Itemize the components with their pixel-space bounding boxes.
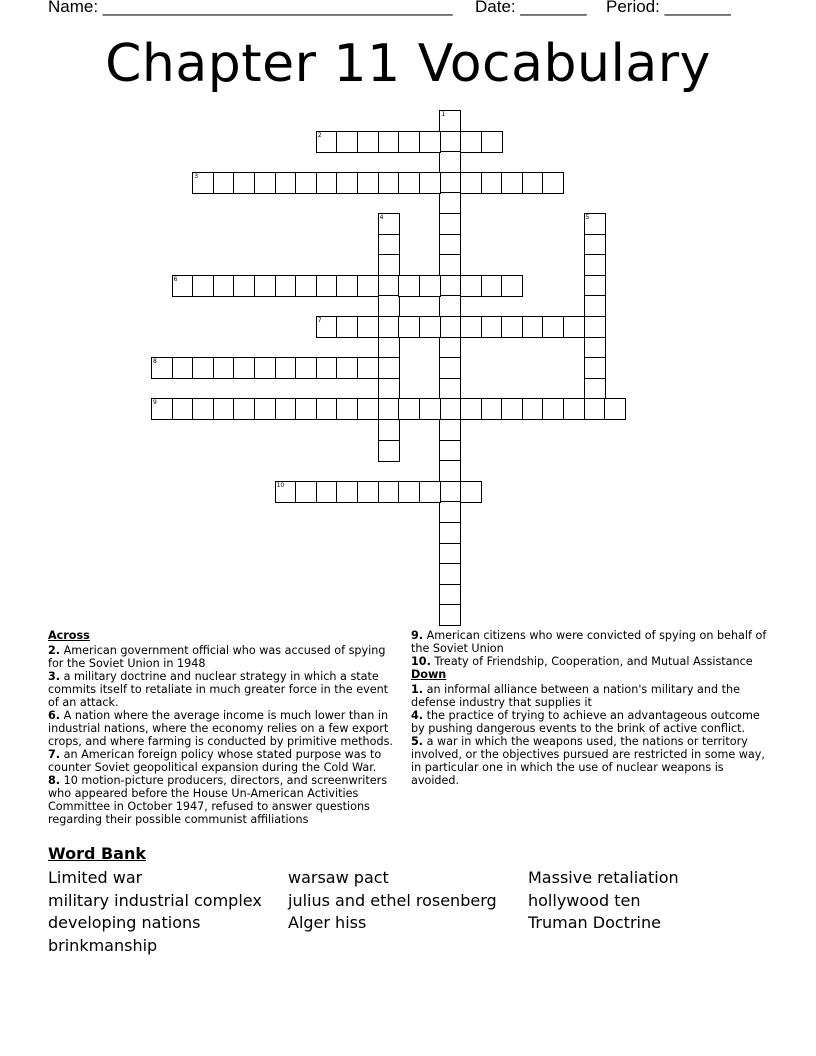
crossword-cell[interactable] [233,275,255,297]
crossword-cell[interactable] [439,543,461,565]
crossword-cell[interactable] [378,378,400,400]
crossword-cell[interactable] [295,275,317,297]
crossword-cell[interactable] [439,131,461,153]
clues-column-left [48,629,398,826]
word-bank-item: hollywood ten [528,890,641,910]
crossword-cell[interactable] [254,172,276,194]
crossword-cell[interactable] [295,398,317,420]
crossword-cell[interactable] [357,357,379,379]
crossword-cell[interactable] [460,131,482,153]
crossword-cell[interactable] [439,440,461,462]
crossword-cell[interactable] [192,398,214,420]
crossword-cell[interactable] [501,275,523,297]
crossword-cell[interactable] [439,254,461,276]
crossword-cell[interactable] [378,275,400,297]
crossword-cell[interactable] [254,398,276,420]
clue-number-label: 4 [379,214,384,221]
crossword-cell[interactable] [213,172,235,194]
clue-text: a war in which the weapons used, the nations or territory involved, or the objectives pursued are restricted in some way, in particular one in which the use of nuclear weapons is avoided. [411,735,765,787]
crossword-cell[interactable] [419,172,441,194]
clue-text: the practice of trying to achieve an advantageous outcome by pushing dangerous events to the brink of active conflict. [411,709,760,735]
clue-number: 4. [411,709,424,722]
crossword-cell[interactable] [439,316,461,338]
crossword-cell[interactable] [378,357,400,379]
across-heading: Across [48,629,90,642]
crossword-cell[interactable] [172,357,194,379]
crossword-cell[interactable] [439,275,461,297]
clue-across-10 [411,655,767,668]
crossword-cell[interactable] [439,501,461,523]
crossword-cell[interactable] [213,398,235,420]
crossword-cell[interactable] [439,213,461,235]
crossword-cell[interactable] [233,172,255,194]
crossword-cell[interactable] [460,172,482,194]
clue-number-label: 7 [317,317,322,324]
crossword-cell[interactable] [439,460,461,482]
crossword-cell[interactable] [192,275,214,297]
word-bank-column-2 [288,867,497,935]
crossword-cell[interactable] [439,295,461,317]
clue-text: American citizens who were convicted of spying on behalf of the Soviet Union [411,629,767,655]
crossword-cell[interactable] [563,398,585,420]
crossword-cell[interactable] [584,295,606,317]
crossword-cell[interactable] [213,357,235,379]
crossword-cell[interactable] [378,234,400,256]
clue-number-label: 5 [585,214,590,221]
crossword-cell[interactable] [357,398,379,420]
crossword-cell[interactable] [542,398,564,420]
clue-down-1 [411,683,767,709]
crossword-cell[interactable] [357,481,379,503]
crossword-cell[interactable] [439,172,461,194]
crossword-cell[interactable] [584,316,606,338]
date-field-label[interactable]: Date: _______ [475,0,587,16]
crossword-cell[interactable] [439,337,461,359]
crossword-cell[interactable] [522,172,544,194]
period-field-label[interactable]: Period: _______ [606,0,731,16]
clue-across-9 [411,629,767,655]
crossword-cell[interactable] [254,357,276,379]
crossword-cell[interactable] [357,131,379,153]
crossword-cell[interactable] [584,357,606,379]
crossword-cell[interactable] [563,316,585,338]
crossword-cell[interactable] [439,481,461,503]
name-field-label[interactable]: Name: _____________________________________ [48,0,453,16]
crossword-cell[interactable] [542,172,564,194]
crossword-cell[interactable] [336,131,358,153]
crossword-cell[interactable] [378,172,400,194]
clue-text: A nation where the average income is much lower than in industrial nations, where the economy relies on a few export crops, and where farming is conducted by primitive methods. [48,709,393,748]
word-bank-column-1 [48,867,262,958]
crossword-cell[interactable] [336,357,358,379]
crossword-cell[interactable] [439,419,461,441]
crossword-cell[interactable] [584,275,606,297]
clues-column-right [411,629,767,787]
clue-number: 10. [411,655,431,668]
crossword-cell[interactable] [233,357,255,379]
crossword-cell[interactable] [439,234,461,256]
crossword-cell[interactable] [501,172,523,194]
crossword-cell[interactable] [357,172,379,194]
crossword-cell[interactable] [398,481,420,503]
crossword-cell[interactable] [398,275,420,297]
clue-number-label: 6 [173,275,178,283]
clue-number-label: 9 [153,399,157,407]
word-bank-column-3 [528,867,679,935]
crossword-cell[interactable] [316,398,338,420]
crossword-cell[interactable] [378,254,400,276]
crossword-cell[interactable] [336,398,358,420]
clue-number: 7. [48,748,61,761]
crossword-cell[interactable] [316,275,338,297]
clue-across-2 [48,644,398,670]
crossword-cell[interactable] [398,172,420,194]
crossword-cell[interactable] [357,316,379,338]
crossword-cell[interactable] [542,316,564,338]
crossword-cell[interactable] [439,357,461,379]
down-heading: Down [411,668,447,681]
clue-text: American government official who was accused of spying for the Soviet Union in 1948 [48,644,386,670]
crossword-cell[interactable] [295,172,317,194]
crossword-cell[interactable] [378,419,400,441]
crossword-cell[interactable] [481,316,503,338]
clue-across-3 [48,670,398,709]
crossword-cell[interactable] [460,481,482,503]
clue-number-label: 3 [194,172,199,180]
crossword-cell[interactable] [336,316,358,338]
clue-number: 1. [411,683,424,696]
crossword-cell[interactable] [439,398,461,420]
crossword-cell[interactable] [316,481,338,503]
crossword-cell[interactable] [419,131,441,153]
page-title: Chapter 11 Vocabulary [105,34,711,94]
crossword-cell[interactable] [439,584,461,606]
clue-number: 9. [411,629,424,642]
crossword-cell[interactable] [275,398,297,420]
crossword-cell[interactable] [336,275,358,297]
word-bank-item: Alger hiss [288,913,367,933]
crossword-cell[interactable] [439,522,461,544]
crossword-cell[interactable] [419,481,441,503]
clue-across-6 [48,709,398,748]
clue-number: 5. [411,735,424,748]
crossword-cell[interactable] [439,604,461,626]
crossword-cell[interactable] [481,172,503,194]
clue-number-label: 2 [317,131,322,139]
crossword-cell[interactable] [378,131,400,153]
crossword-cell[interactable] [398,316,420,338]
word-bank-item: Massive retaliation [528,868,679,887]
crossword-cell[interactable] [584,234,606,256]
crossword-cell[interactable] [584,337,606,359]
clue-down-5 [411,735,767,787]
crossword-cell[interactable] [439,563,461,585]
crossword-cell[interactable] [481,275,503,297]
crossword-cell[interactable] [481,131,503,153]
crossword-cell[interactable] [439,151,461,173]
crossword-cell[interactable] [275,357,297,379]
crossword-cell[interactable] [254,275,276,297]
crossword-cell[interactable] [501,398,523,420]
crossword-cell[interactable] [419,398,441,420]
crossword-cell[interactable] [398,398,420,420]
clue-number-label: 10 [276,481,285,489]
clue-number: 6. [48,709,61,722]
crossword-cell[interactable] [460,398,482,420]
clue-text: Treaty of Friendship, Cooperation, and Mutual Assistance [434,655,753,668]
crossword-cell[interactable] [172,398,194,420]
crossword-cell[interactable] [275,172,297,194]
word-bank-item: military industrial complex [48,890,262,910]
crossword-cell[interactable] [584,254,606,276]
crossword-cell[interactable] [295,481,317,503]
crossword-cell[interactable] [378,295,400,317]
crossword-cell[interactable] [439,192,461,214]
crossword-cell[interactable] [378,440,400,462]
crossword-cell[interactable] [398,131,420,153]
crossword-cell[interactable] [481,398,503,420]
crossword-cell[interactable] [316,172,338,194]
clue-text: an American foreign policy whose stated purpose was to counter Soviet geopolitical expansion during the Cold War. [48,748,382,774]
clue-across-7 [48,748,398,774]
crossword-cell[interactable] [192,357,214,379]
crossword-cell[interactable] [378,337,400,359]
clue-number: 8. [48,774,61,787]
clue-across-8 [48,774,398,826]
crossword-cell[interactable] [378,398,400,420]
clue-number: 3. [48,670,61,683]
clue-text: an informal alliance between a nation's military and the defense industry that supplies it [411,683,741,709]
crossword-cell[interactable] [460,316,482,338]
word-bank-item: Limited war [48,868,143,887]
crossword-cell[interactable] [604,398,626,420]
crossword-cell[interactable] [419,316,441,338]
word-bank-item: brinkmanship [48,936,158,956]
word-bank-item: Truman Doctrine [528,913,661,933]
crossword-cell[interactable] [378,316,400,338]
crossword-cell[interactable] [584,398,606,420]
crossword-cell[interactable] [295,357,317,379]
word-bank-item: julius and ethel rosenberg [288,890,497,910]
crossword-cell[interactable] [522,398,544,420]
clue-number: 2. [48,644,61,657]
clue-text: 10 motion-picture producers, directors, and screenwriters who appeared before the House Un-American Activities Committee in October 1947, refused to answer questions regarding their possible communist affiliations [48,774,388,826]
clue-number-label: 1 [441,111,446,118]
clue-down-4 [411,709,767,735]
crossword-cell[interactable] [522,316,544,338]
clue-text: a military doctrine and nuclear strategy in which a state commits itself to retaliate in much greater force in the event of an attack. [48,670,389,709]
crossword-cell[interactable] [419,275,441,297]
crossword-cell[interactable] [275,275,297,297]
word-bank-item: developing nations [48,913,201,933]
crossword-cell[interactable] [233,398,255,420]
crossword-cell[interactable] [378,481,400,503]
crossword-cell[interactable] [439,378,461,400]
word-bank-item: warsaw pact [288,868,389,887]
crossword-cell[interactable] [336,481,358,503]
crossword-cell[interactable] [213,275,235,297]
clue-number-label: 8 [153,358,157,366]
crossword-cell[interactable] [584,378,606,400]
crossword-cell[interactable] [501,316,523,338]
crossword-cell[interactable] [336,172,358,194]
crossword-cell[interactable] [357,275,379,297]
word-bank-title: Word Bank [48,844,147,863]
crossword-cell[interactable] [316,357,338,379]
crossword-cell[interactable] [460,275,482,297]
